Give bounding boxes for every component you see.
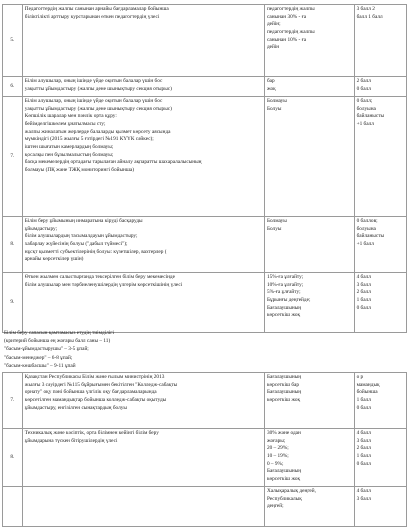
score-line: бойынша	[356, 389, 378, 396]
row-number: 7.	[3, 373, 23, 429]
score-line: 0 балл	[356, 85, 371, 92]
description-line: Білім алушылар, оның ішінде үйде оқитын балалар үшін бос	[24, 98, 163, 104]
indicator-cell	[264, 273, 354, 333]
section-line: "басым-көшбасшы" – 9-11 ұпай	[4, 362, 76, 369]
description-line: уақытты ұйымдастыру (жалпы дене шынықтыру секция отырыс)	[24, 105, 172, 112]
description-line: уақытты ұйымдастыру (жалпы дене шынықтыру секция отырыс)	[24, 85, 172, 92]
description-line: жалпы жиналатын жерлерде балаларды қызмет көрсету аясында	[24, 128, 171, 135]
score-line: +1 балл	[356, 241, 374, 248]
description-line: ұйымдарына түскен бітірушілердің үлесі	[24, 437, 118, 444]
score-cell	[354, 217, 406, 273]
description-line: Көпшілік шаралар мен пәнлік орта құру:	[24, 113, 117, 120]
score-line: 3 балл	[356, 495, 371, 502]
row-number	[3, 487, 23, 527]
description-line: Білім алушылар, оның ішінде үйде оқитын балалар үшін бос	[24, 78, 163, 84]
indicator-line: 5%-ға ұлғайту;	[266, 289, 301, 296]
description-line: хабарлау жүйесінің болуы ("дабыл түймесі");	[24, 241, 128, 248]
indicator-line: Болмауы	[266, 98, 287, 104]
indicator-line: дейін	[266, 44, 280, 51]
section-line: "басым-ұйымдастырушы" – 3-5 ұпай;	[4, 346, 89, 353]
indicator-line: Бағалаушының	[266, 374, 302, 380]
score-line: 4 балл	[356, 274, 371, 280]
score-cell	[354, 77, 406, 97]
score-line: 2 балл	[356, 289, 371, 296]
score-line: о р	[356, 374, 364, 380]
indicator-line: дейін;	[266, 21, 281, 28]
score-line: 0 баллов;	[356, 218, 378, 224]
criterion-description	[22, 273, 264, 333]
criteria-row	[3, 273, 407, 333]
indicator-line: көрсеткіш жоқ	[266, 476, 301, 483]
score-line: 3 балл 2	[356, 6, 375, 12]
indicator-line: педагогтердің жалпы	[266, 29, 315, 36]
score-line: болуына	[356, 225, 376, 232]
description-line: жылғы 3 сәуірдегі №115 бұйрығымен бекітілген "Колледж-сабақты	[24, 381, 178, 388]
score-cell	[354, 429, 406, 487]
criterion-description	[22, 373, 264, 429]
row-number: 5.	[3, 5, 23, 77]
indicator-line: Бұрынғы деңгейде;	[266, 297, 311, 304]
score-line: байланысты	[356, 233, 385, 240]
criteria-table-upper	[2, 4, 407, 333]
criteria-table-lower	[2, 372, 407, 527]
indicator-cell	[264, 429, 354, 487]
score-line: 3 балл	[356, 281, 371, 288]
score-line: 1 балл	[356, 297, 371, 304]
description-line: бейімделгішкөлем ұнатылмасы сту;	[24, 121, 106, 128]
score-line: 1 балл	[356, 397, 371, 404]
description-line: білім алушылардың тасымалдауын ұйымдастыру;	[24, 233, 138, 240]
description-line: Білім беру ұйымының инмаратына кіруді басқаруды	[24, 218, 143, 224]
row-number: 6.	[3, 77, 23, 97]
indicator-line: Бағалаушының	[266, 389, 302, 396]
indicator-line: 30% және одан	[266, 430, 301, 436]
indicator-line: Бағалаушының	[266, 304, 302, 311]
row-number: 8.	[3, 217, 23, 273]
indicator-line: 15%-ға ұлғайту;	[266, 274, 304, 280]
score-line: болуына	[356, 105, 376, 112]
indicator-line: санынан 30% - ға	[266, 13, 307, 20]
criteria-row	[3, 429, 407, 487]
description-line: болмауы (ПҚ және ТЖҚ мониторингі бойынша)	[24, 167, 135, 174]
indicator-line: Республикалық	[266, 495, 302, 502]
indicator-cell	[264, 487, 354, 527]
section-line: Білім беру сапасын қамтамасыз етудің тиімділігі	[4, 330, 114, 336]
score-line: байланысты	[356, 113, 385, 120]
indicator-cell	[264, 217, 354, 273]
criteria-row	[3, 5, 407, 77]
criterion-description	[22, 487, 264, 527]
indicator-line: Болуы	[266, 105, 282, 112]
criteria-row	[3, 373, 407, 429]
indicator-line: Халықаралық деңгей,	[266, 488, 316, 494]
score-line: 0 балл;	[356, 98, 373, 104]
indicator-line: жоғары;	[266, 437, 286, 444]
indicator-line: педагогтердің жалпы	[266, 6, 315, 12]
description-line: арнайы көрсеткілер үшін)	[24, 256, 84, 263]
description-line: Қазақстан Республикасы Білім және ғылым министрінің 2013	[24, 374, 165, 380]
indicator-line: көрсеткіш бар	[266, 381, 300, 388]
score-cell	[354, 5, 406, 77]
indicator-line: жоқ	[266, 85, 276, 92]
score-cell	[354, 97, 406, 217]
row-number: 7.	[3, 97, 23, 217]
section-heading	[4, 329, 404, 370]
indicator-cell	[264, 97, 354, 217]
description-line: біліктілікті арттыру курстарынан өткен педагогтердің үлесі	[24, 13, 160, 20]
score-cell	[354, 487, 406, 527]
indicator-line: 20 – 29%;	[266, 445, 289, 452]
score-line: 4 балл	[356, 430, 371, 436]
description-line: ұйымдастыру;	[24, 225, 58, 232]
description-line: қосалқы пен бұзылмалыстың болмауы;	[24, 151, 114, 158]
description-line: ұйымдастыру, енгізілген сынақтардың болуы	[24, 404, 127, 411]
indicator-line: санынан 10% - ға	[266, 36, 307, 43]
section-line: (критерий бойынша ең жоғары балл саны – 11)	[4, 338, 111, 345]
criteria-row	[3, 217, 407, 273]
criterion-description	[22, 77, 264, 97]
description-line: басқа мекемелердің ортадағы тарылаған айналу ақпаратты шахаралалысының	[24, 159, 202, 166]
score-line: 0 балл	[356, 460, 371, 467]
description-line: білім алушылар мен тәрбиеленушілердің үлгерім көрсеткішінің үлесі	[24, 281, 183, 288]
criteria-row	[3, 77, 407, 97]
description-line: көрсетілген мамандықтар бойынша колледж-сабақты оқытуды	[24, 397, 167, 404]
criteria-row	[3, 97, 407, 217]
indicator-line: бар	[266, 78, 275, 84]
row-number: 9.	[3, 273, 23, 333]
score-line: 1 балл	[356, 453, 371, 460]
score-line: 2 балл	[356, 445, 371, 452]
score-line: 3 балл	[356, 437, 371, 444]
description-line: Өткен жылмен салыстырғанда тексерілген білім беру мекемесінде	[24, 274, 175, 280]
indicator-line: деңгей;	[266, 503, 284, 510]
criteria-row	[3, 487, 407, 527]
section-line: "басым-менеджер" – 6-8 ұпай;	[4, 354, 73, 361]
description-line: Педагогтердің жалпы санынан арнайы бағдарламалар бойынша	[24, 6, 169, 12]
indicator-line: көрсеткіш жоқ	[266, 397, 301, 404]
indicator-line: 10%-ға ұлғайту;	[266, 281, 304, 288]
description-line: Техникалық және кәсіптік, орта білімнен кейінгі білім беру	[24, 430, 159, 436]
description-line: мүмкіндігі (2015 жылғы 5 ғзтірдегі №191 КҮҮК сәйкес);	[24, 136, 154, 143]
score-line: мамандық	[356, 381, 380, 388]
row-number: 8.	[3, 429, 23, 487]
indicator-line: көрсеткіш жоқ	[266, 312, 301, 319]
score-cell	[354, 373, 406, 429]
description-line: нұсқт қызметті субъектілерінің болуы: күзетшілер, вахтерлер (	[24, 248, 167, 255]
indicator-line: Болмауы	[266, 218, 287, 224]
description-line: орнату" оқу пәні бойынша үлгілік оқу бағдарламаларында	[24, 389, 157, 396]
criterion-description	[22, 97, 264, 217]
criterion-description	[22, 217, 264, 273]
indicator-line: 10 – 19%;	[266, 453, 289, 460]
score-line: 4 балл	[356, 488, 371, 494]
score-line: 2 балл	[356, 78, 371, 84]
indicator-cell	[264, 5, 354, 77]
indicator-cell	[264, 77, 354, 97]
score-line: балл 1 балл	[356, 13, 383, 20]
description-line: іштен шығатын камерлардың болмауы;	[24, 144, 114, 151]
score-line: 0 балл	[356, 404, 371, 411]
score-line: 0 балл	[356, 304, 371, 311]
criterion-description	[22, 429, 264, 487]
indicator-line: 0 – 9%;	[266, 460, 284, 467]
indicator-line: Болуы	[266, 225, 282, 232]
score-cell	[354, 273, 406, 333]
criterion-description	[22, 5, 264, 77]
indicator-cell	[264, 373, 354, 429]
score-line: +1 балл	[356, 121, 374, 128]
indicator-line: Бағалаушының	[266, 468, 302, 475]
